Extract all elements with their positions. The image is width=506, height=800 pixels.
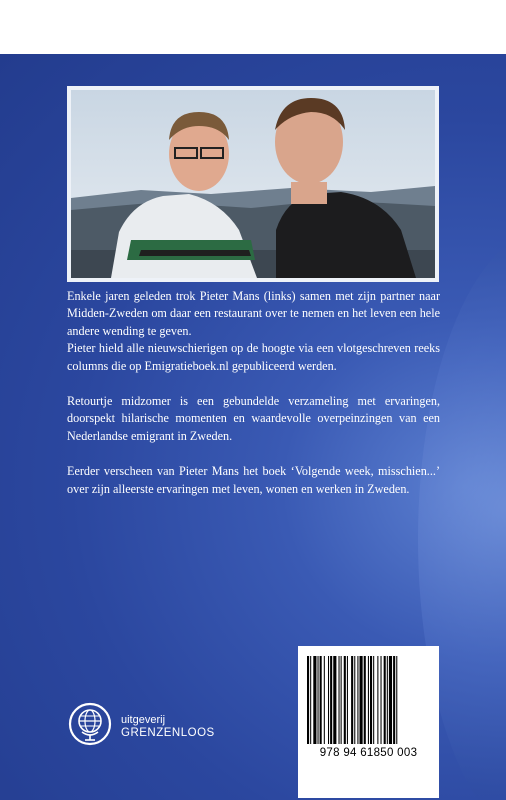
barcode-bar (384, 656, 386, 744)
barcode-bar (313, 656, 316, 744)
barcode-bar (318, 656, 319, 744)
author-photo-image (71, 90, 435, 278)
barcode (298, 646, 439, 798)
barcode-bar (341, 656, 342, 744)
barcode-bar (373, 656, 374, 744)
barcode-bar (389, 656, 392, 744)
blurb-paragraph-1a: Enkele jaren geleden trok Pieter Mans (links) samen met zijn partner naar Midden-Zweden om daar een restaurant over te nemen en het leven een hele andere wending te geven. (67, 289, 440, 338)
barcode-bar (310, 656, 311, 744)
barcode-bar (328, 656, 329, 744)
barcode-bar (339, 656, 340, 744)
blurb-paragraph-2: Retourtje midzomer is een gebundelde verzameling met ervaringen, doorspekt hilarische momenten en waardevolle overpeinzingen van een Nederlandse emigrant in Zweden. (67, 394, 440, 443)
cover-background (0, 54, 506, 800)
isbn-number: 978 94 61850 003 (319, 747, 418, 759)
barcode-bar (396, 656, 397, 744)
barcode-bar (357, 656, 358, 744)
barcode-bar (370, 656, 372, 744)
barcode-bar (377, 656, 378, 744)
barcode-bar (360, 656, 363, 744)
barcode-bar (324, 656, 325, 744)
barcode-bar (354, 656, 355, 744)
barcode-bar (393, 656, 395, 744)
globe-icon (68, 702, 112, 746)
barcode-bars (305, 656, 435, 744)
blurb-paragraph-1b: Pieter hield alle nieuwschierigen op de hoogte via een vlotgeschreven reeks columns die op Emigratieboek.nl gepubliceerd werden. (67, 341, 440, 373)
barcode-bar (368, 656, 369, 744)
publisher-name-line1: uitgeverij (121, 714, 166, 726)
barcode-bar (307, 656, 309, 744)
barcode-bar (344, 656, 346, 744)
barcode-bar (364, 656, 366, 744)
barcode-bar (320, 656, 322, 744)
author-photo (67, 86, 439, 282)
publisher-logo (68, 702, 248, 752)
blurb-paragraph-3: Eerder verscheen van Pieter Mans het boek ‘Volgende week, misschien...’ over zijn alleerste ervaringen met leven, wonen en werken in Zweden. (67, 464, 440, 496)
barcode-bar (347, 656, 348, 744)
top-margin (0, 0, 506, 54)
barcode-bar (330, 656, 332, 744)
back-cover-blurb (67, 288, 440, 516)
barcode-bar (333, 656, 336, 744)
barcode-bar (351, 656, 353, 744)
barcode-bar (381, 656, 382, 744)
barcode-bar (387, 656, 388, 744)
publisher-name-line2: GRENZENLOOS (121, 727, 215, 739)
